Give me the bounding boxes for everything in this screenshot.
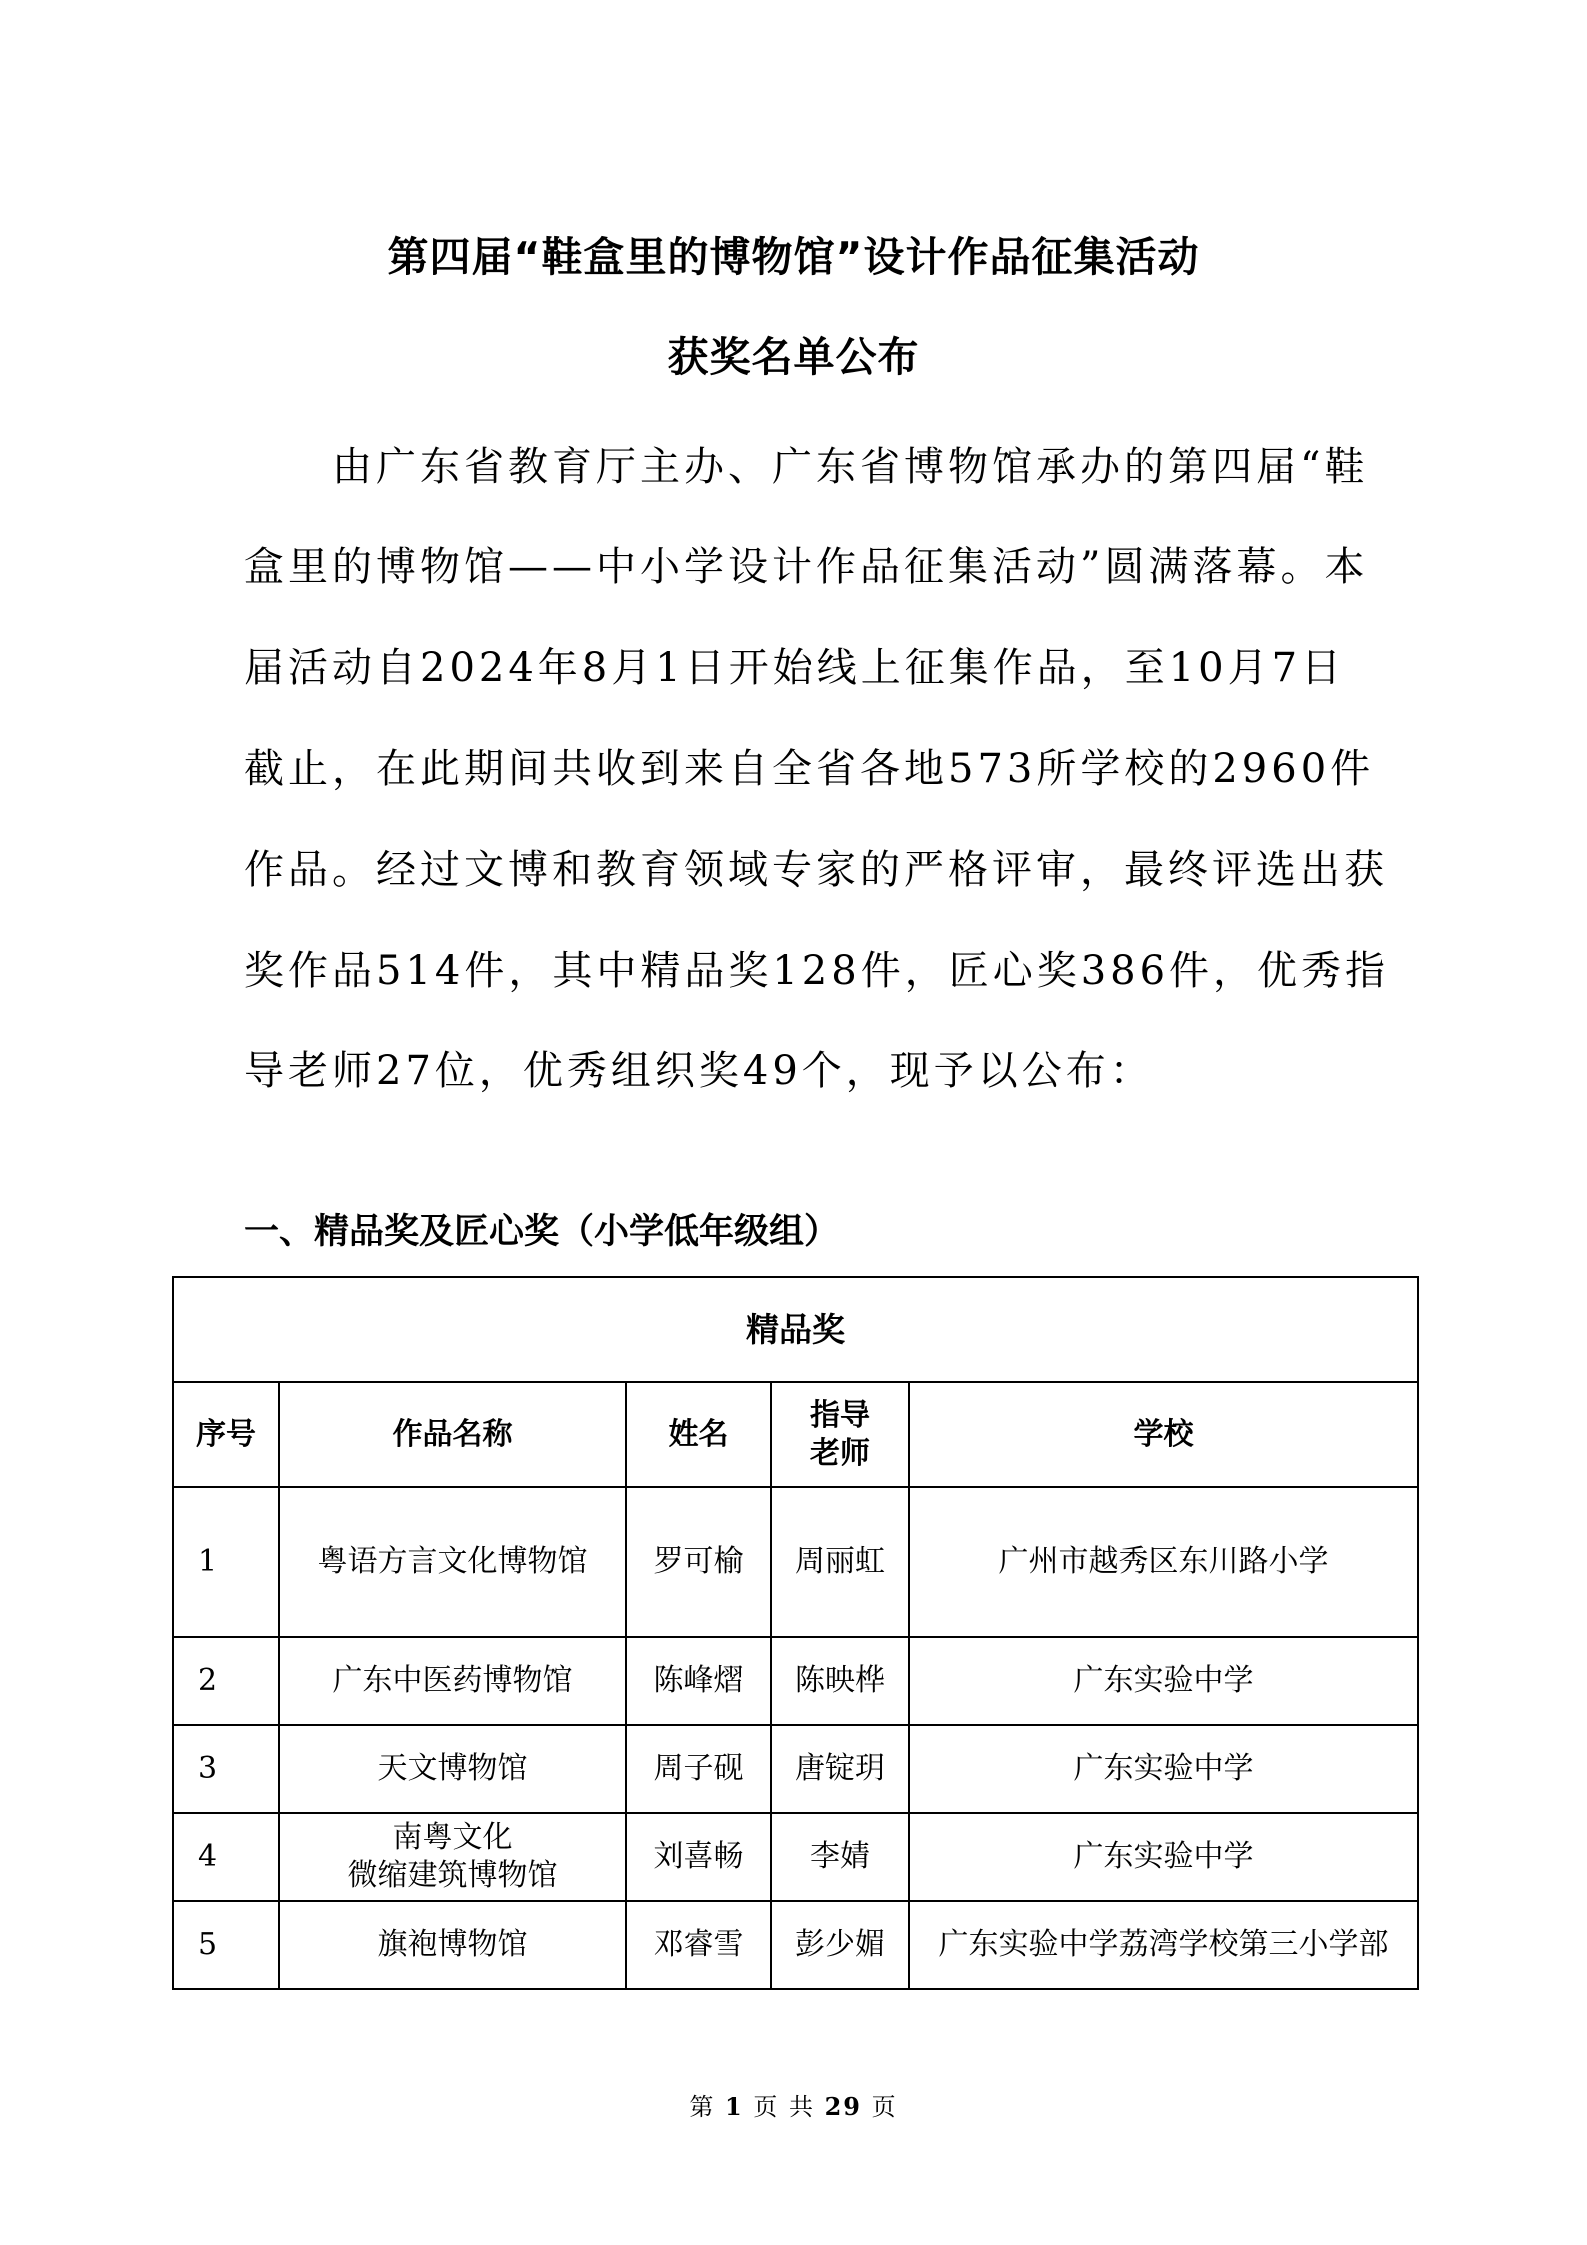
cell-work-name: 粤语方言文化博物馆	[279, 1487, 626, 1637]
paragraph-line: 奖作品514件，其中精品奖128件，匠心奖386件，优秀指	[244, 948, 1390, 994]
cell-index: 2	[173, 1637, 279, 1725]
paragraph-line: 届活动自2024年8月1日开始线上征集作品，至10月7日	[244, 645, 1346, 691]
paragraph-line: 作品。经过文博和教育领域专家的严格评审，最终评选出获	[244, 847, 1388, 893]
footer-suffix: 页	[871, 2093, 898, 2121]
column-header-teacher-line1: 指导	[810, 1397, 870, 1433]
paragraph-line: 盒里的博物馆——中小学设计作品征集活动”圆满落幕。本	[244, 544, 1369, 590]
cell-school: 广东实验中学	[909, 1725, 1418, 1813]
section-heading: 一、精品奖及匠心奖（小学低年级组）	[244, 1212, 840, 1252]
cell-work-name	[279, 1813, 626, 1901]
cell-student: 刘喜畅	[626, 1813, 771, 1901]
document-subtitle: 获奖名单公布	[667, 333, 920, 381]
column-header-index: 序号	[173, 1382, 279, 1487]
cell-work-name-line2: 微缩建筑博物馆	[347, 1858, 558, 1893]
cell-student: 周子砚	[626, 1725, 771, 1813]
document-title: 第四届“鞋盒里的博物馆”设计作品征集活动	[387, 233, 1200, 281]
paragraph-line: 截止，在此期间共收到来自全省各地573所学校的2960件	[244, 746, 1375, 792]
cell-work-name: 广东中医药博物馆	[279, 1637, 626, 1725]
cell-school: 广东实验中学	[909, 1637, 1418, 1725]
footer-prefix: 第	[689, 2093, 716, 2121]
cell-work-name-line1: 南粤文化	[392, 1820, 513, 1855]
column-header-teacher-line2: 老师	[810, 1435, 870, 1471]
cell-work-name: 天文博物馆	[279, 1725, 626, 1813]
table-caption: 精品奖	[173, 1277, 1418, 1382]
column-header-work-name: 作品名称	[279, 1382, 626, 1487]
table-row	[173, 1637, 1418, 1725]
cell-school: 广东实验中学荔湾学校第三小学部	[909, 1901, 1418, 1989]
table-row	[173, 1725, 1418, 1813]
cell-school: 广东实验中学	[909, 1813, 1418, 1901]
cell-teacher: 李婧	[771, 1813, 909, 1901]
cell-student: 陈峰熠	[626, 1637, 771, 1725]
column-header-student: 姓名	[626, 1382, 771, 1487]
cell-index: 1	[173, 1487, 279, 1637]
cell-student: 邓睿雪	[626, 1901, 771, 1989]
column-header-teacher	[771, 1382, 909, 1487]
total-page-count: 29	[824, 2092, 863, 2121]
cell-teacher: 陈映桦	[771, 1637, 909, 1725]
column-header-school: 学校	[909, 1382, 1418, 1487]
cell-index: 3	[173, 1725, 279, 1813]
current-page-number: 1	[724, 2092, 744, 2121]
cell-teacher: 唐锭玥	[771, 1725, 909, 1813]
footer-middle: 页 共	[753, 2093, 815, 2121]
table-row	[173, 1901, 1418, 1989]
paragraph-line: 导老师27位，优秀组织奖49个，现予以公布：	[244, 1048, 1154, 1094]
cell-index: 5	[173, 1901, 279, 1989]
paragraph-line: 由广东省教育厅主办、广东省博物馆承办的第四届“鞋	[244, 444, 1369, 490]
page-footer	[0, 2087, 1587, 2122]
table-row	[173, 1813, 1418, 1901]
table-row	[173, 1487, 1418, 1637]
table-header-row	[173, 1382, 1418, 1487]
cell-teacher: 周丽虹	[771, 1487, 909, 1637]
awards-table	[172, 1276, 1419, 1990]
cell-work-name: 旗袍博物馆	[279, 1901, 626, 1989]
cell-index: 4	[173, 1813, 279, 1901]
cell-school: 广州市越秀区东川路小学	[909, 1487, 1418, 1637]
cell-teacher: 彭少媚	[771, 1901, 909, 1989]
cell-student: 罗可榆	[626, 1487, 771, 1637]
